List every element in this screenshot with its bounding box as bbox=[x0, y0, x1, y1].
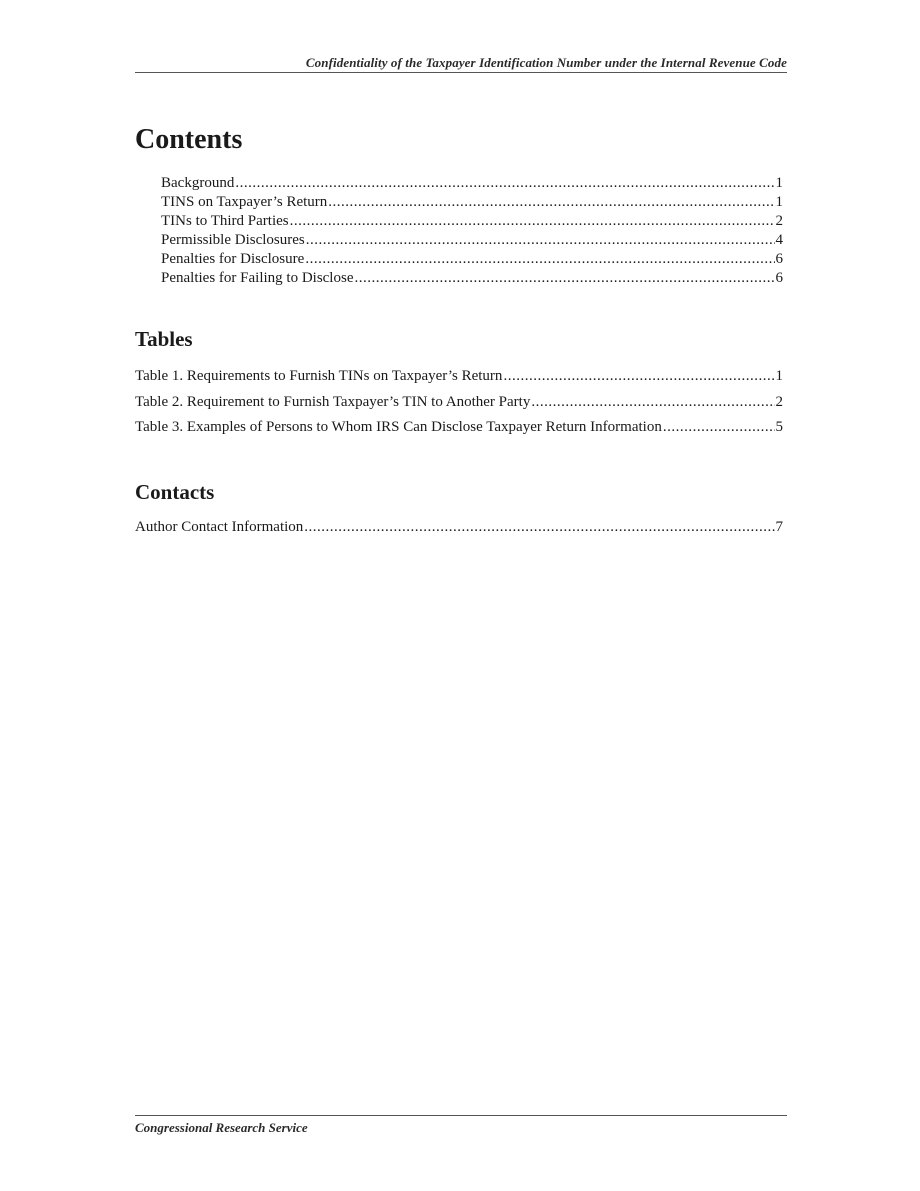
toc-entry-page: 6 bbox=[775, 251, 783, 267]
toc-entry-label: Permissible Disclosures bbox=[161, 232, 305, 248]
dot-leader bbox=[354, 269, 774, 287]
toc-entry-label: TINs to Third Parties bbox=[161, 213, 289, 229]
toc-entry-tins-on-return[interactable] bbox=[161, 193, 783, 211]
dot-leader bbox=[503, 367, 774, 385]
toc-entry-label: TINS on Taxpayer’s Return bbox=[161, 194, 328, 210]
table-entry-1[interactable] bbox=[135, 367, 783, 385]
contact-entry-author[interactable] bbox=[135, 518, 783, 536]
toc-entry-label: Penalties for Failing to Disclose bbox=[161, 270, 354, 286]
toc-entry-page: 1 bbox=[775, 194, 783, 210]
toc-entry-penalties-failing[interactable] bbox=[161, 269, 783, 287]
toc-entry-tins-third-parties[interactable] bbox=[161, 212, 783, 230]
table-entry-label: Table 3. Examples of Persons to Whom IRS Can Disclose Taxpayer Return Information bbox=[135, 419, 662, 435]
toc-entry-label: Penalties for Disclosure bbox=[161, 251, 305, 267]
toc-entry-penalties-disclosure[interactable] bbox=[161, 250, 783, 268]
table-entry-page: 5 bbox=[775, 419, 783, 435]
dot-leader bbox=[290, 212, 775, 230]
footer-rule bbox=[135, 1115, 787, 1116]
toc-entry-background[interactable] bbox=[161, 174, 783, 192]
table-entry-label: Table 1. Requirements to Furnish TINs on Taxpayer’s Return bbox=[135, 368, 503, 384]
table-entry-3[interactable] bbox=[135, 418, 783, 436]
header-rule bbox=[135, 72, 787, 73]
contacts-heading: Contacts bbox=[135, 480, 215, 504]
contents-heading: Contents bbox=[135, 124, 243, 155]
toc-entry-page: 6 bbox=[775, 270, 783, 286]
dot-leader bbox=[663, 418, 775, 436]
dot-leader bbox=[531, 393, 774, 411]
running-footer: Congressional Research Service bbox=[135, 1120, 308, 1135]
table-entry-page: 1 bbox=[775, 368, 783, 384]
dot-leader bbox=[235, 174, 774, 192]
toc-entry-page: 1 bbox=[775, 175, 783, 191]
dot-leader bbox=[305, 250, 774, 268]
contact-entry-label: Author Contact Information bbox=[135, 519, 304, 535]
table-entry-page: 2 bbox=[775, 394, 783, 410]
running-header: Confidentiality of the Taxpayer Identification Number under the Internal Revenue Code bbox=[305, 55, 787, 70]
toc-entry-label: Background bbox=[161, 175, 235, 191]
toc-entry-permissible-disclosures[interactable] bbox=[161, 231, 783, 249]
dot-leader bbox=[306, 231, 775, 249]
table-entry-label: Table 2. Requirement to Furnish Taxpayer’s TIN to Another Party bbox=[135, 394, 531, 410]
contact-entry-page: 7 bbox=[775, 519, 783, 535]
tables-heading: Tables bbox=[135, 327, 193, 351]
toc-entry-page: 2 bbox=[775, 213, 783, 229]
table-entry-2[interactable] bbox=[135, 393, 783, 411]
toc-entry-page: 4 bbox=[775, 232, 783, 248]
dot-leader bbox=[328, 193, 774, 211]
dot-leader bbox=[304, 518, 774, 536]
